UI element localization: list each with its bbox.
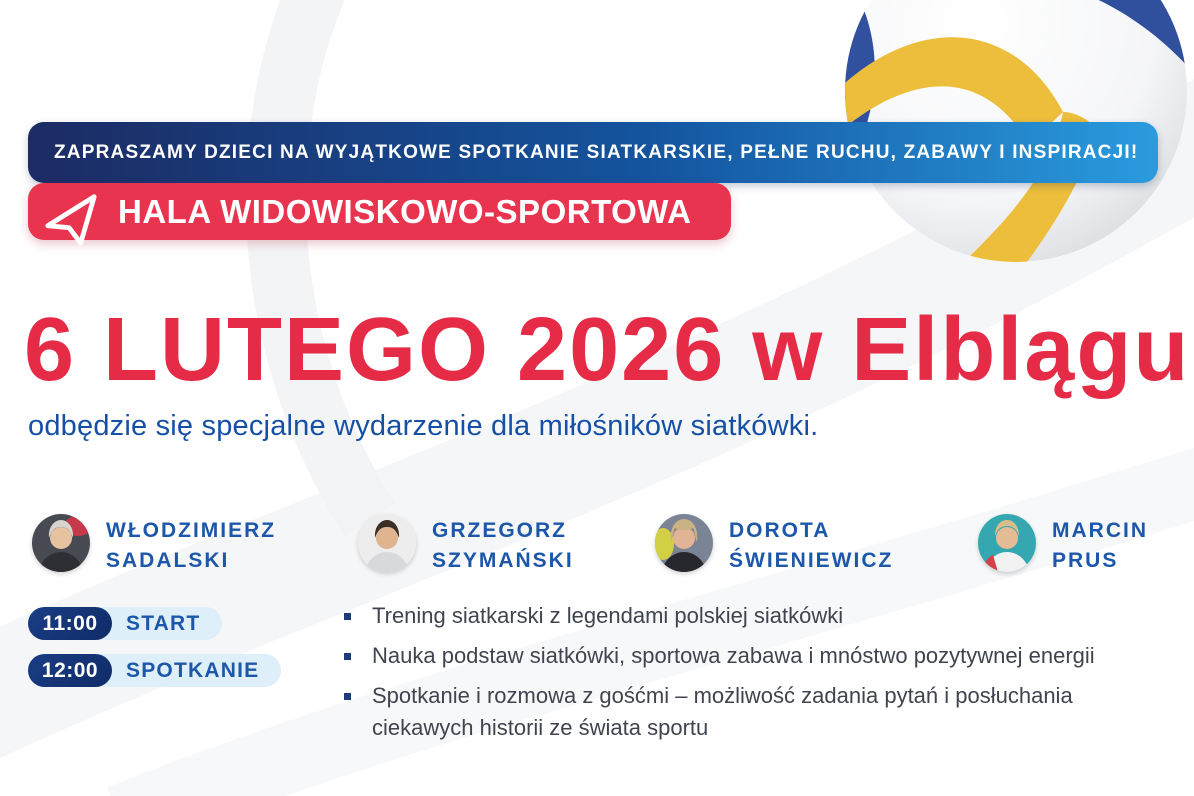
avatar	[655, 514, 713, 572]
bullet-square-icon	[344, 653, 351, 660]
speaker-name: DOROTA ŚWIENIEWICZ	[729, 519, 894, 572]
schedule	[28, 607, 281, 687]
speaker-card	[978, 514, 1148, 576]
invitation-banner-text: ZAPRASZAMY DZIECI NA WYJĄTKOWE SPOTKANIE SIATKARSKIE, PEŁNE RUCHU, ZABAWY I INSPIRACJI!	[54, 141, 1139, 163]
time-badge: 11:00	[28, 607, 112, 640]
avatar	[978, 514, 1036, 572]
list-item	[344, 600, 1134, 632]
speaker-name: MARCIN PRUS	[1052, 519, 1148, 572]
speaker-card	[358, 514, 574, 576]
list-item	[344, 680, 1134, 744]
time-badge: 12:00	[28, 654, 112, 687]
agenda-item-text: Trening siatkarski z legendami polskiej siatkówki	[372, 603, 844, 628]
venue-banner-text: HALA WIDOWISKOWO-SPORTOWA	[118, 192, 692, 230]
speaker-name: GRZEGORZ SZYMAŃSKI	[432, 519, 574, 572]
venue-banner	[28, 183, 731, 240]
speaker-name: WŁODZIMIERZ SADALSKI	[106, 519, 277, 572]
schedule-row-start	[28, 607, 222, 640]
paper-plane-icon	[42, 189, 100, 247]
event-date-headline: 6 LUTEGO 2026 w Elblągu	[24, 300, 1191, 400]
speaker-card	[32, 514, 276, 576]
bullet-square-icon	[344, 613, 351, 620]
avatar	[358, 514, 416, 572]
agenda-list	[344, 600, 1134, 752]
bullet-square-icon	[344, 693, 351, 700]
event-subtitle: odbędzie się specjalne wydarzenie dla miłośników siatkówki.	[28, 410, 819, 442]
avatar	[32, 514, 90, 572]
agenda-item-text: Spotkanie i rozmowa z gośćmi – możliwość zadania pytań i posłuchania ciekawych historii ze świata sportu	[372, 683, 1073, 740]
schedule-label: SPOTKANIE	[126, 658, 260, 682]
invitation-banner	[28, 122, 1158, 183]
schedule-row-meeting	[28, 654, 281, 687]
speaker-card	[655, 514, 893, 576]
agenda-item-text: Nauka podstaw siatkówki, sportowa zabawa i mnóstwo pozytywnej energii	[372, 643, 1095, 668]
schedule-label: START	[126, 611, 201, 635]
list-item	[344, 640, 1134, 672]
